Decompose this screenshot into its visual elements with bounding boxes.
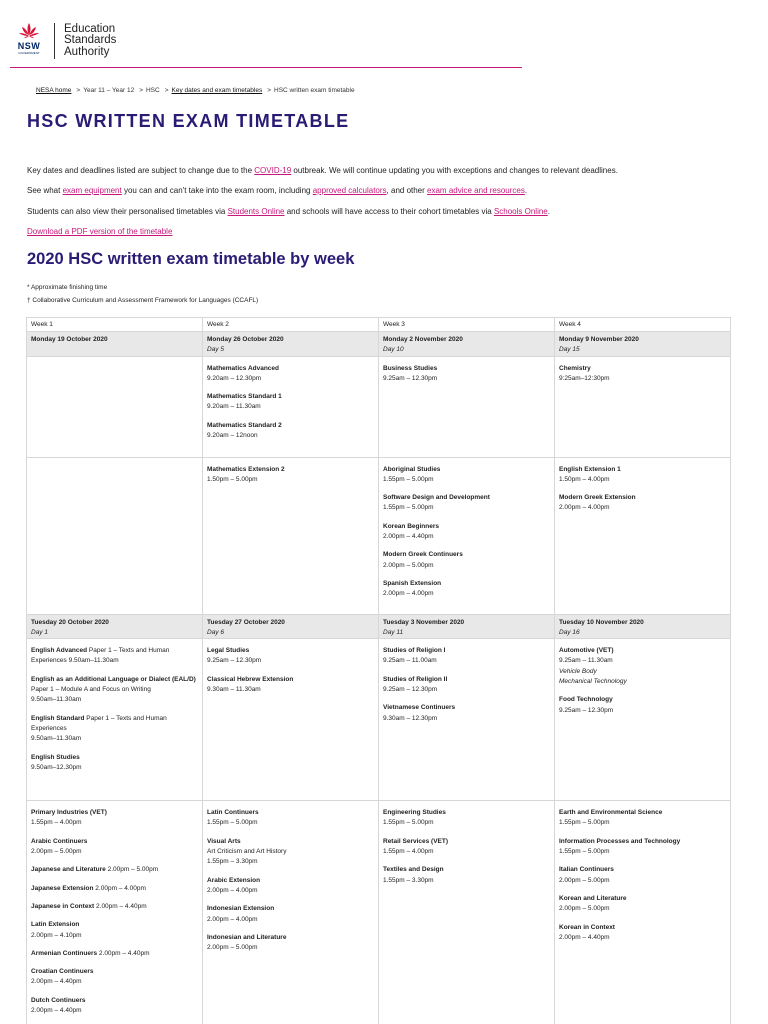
exam-time: 9.25am – 11.30am [559, 657, 613, 665]
exam-time: 9.50am–11.30am [31, 696, 82, 704]
nesa-logo[interactable] [12, 22, 116, 60]
breadcrumb-key-dates[interactable]: Key dates and exam timetables [171, 87, 263, 94]
exam-entry [559, 865, 726, 886]
day-number: Day 10 [383, 346, 404, 354]
exam-entry [207, 675, 374, 696]
exam-subject: Dutch Continuers [31, 996, 86, 1004]
exam-subject: Retail Services (VET) [383, 837, 449, 845]
exam-subject: Mathematics Extension 2 [207, 465, 285, 473]
exam-subject: Food Technology [559, 696, 613, 704]
exam-subject: Automotive (VET) [559, 647, 614, 655]
intro-text: and schools will have access to their cohort timetables via [284, 207, 494, 216]
logo-line-2: Standards [64, 34, 117, 47]
exam-detail: Paper 1 – Module A and Focus on Writing [31, 686, 151, 694]
date-cell [555, 332, 731, 357]
exam-subject: Korean in Context [559, 923, 615, 931]
exam-subject: Modern Greek Extension [559, 494, 636, 502]
session-cell [555, 457, 731, 614]
session-cell [203, 356, 379, 457]
date-row [27, 332, 731, 357]
exam-time: 1.55pm – 3.30pm [207, 858, 258, 866]
week-header: Week 2 [203, 318, 379, 332]
exam-subject: Mathematics Standard 1 [207, 393, 282, 401]
exam-subject: Earth and Environmental Science [559, 809, 663, 817]
day-number: Day 5 [207, 346, 224, 354]
breadcrumb-separator: > [267, 87, 272, 94]
exam-entry [207, 646, 374, 667]
exam-subject: Studies of Religion II [383, 675, 448, 683]
exam-entry [31, 996, 198, 1017]
day-number: Day 15 [559, 346, 580, 354]
exam-time: 9.20am – 11.30am [207, 403, 261, 411]
exam-subject: Legal Studies [207, 647, 250, 655]
exam-detail: Paper 1 – Texts and Human Experiences [31, 714, 167, 732]
logo-line-1: Education [64, 22, 116, 35]
exam-time: 9.25am – 12.30pm [559, 706, 614, 714]
date-label: Tuesday 3 November 2020 [383, 618, 465, 626]
exam-subject: English Studies [31, 753, 80, 761]
exam-time: 1.55pm – 5.00pm [559, 848, 610, 856]
day-number: Day 16 [559, 628, 580, 636]
session-cell [555, 356, 731, 457]
exam-advice-link[interactable]: exam advice and resources [427, 186, 525, 195]
exam-subject: Engineering Studies [383, 809, 446, 817]
exam-entry [383, 550, 550, 571]
session-cell [379, 801, 555, 1024]
session-cell [203, 639, 379, 801]
exam-entry [31, 714, 198, 745]
date-cell [379, 332, 555, 357]
intro-paragraph-online [27, 207, 550, 216]
exam-time: 2.00pm – 4.00pm [207, 915, 258, 923]
exam-entry [31, 949, 198, 959]
exam-time: 1.50pm – 5.00pm [207, 475, 258, 483]
exam-entry [31, 967, 198, 988]
exam-entry [207, 465, 374, 486]
session-cell [555, 801, 731, 1024]
page-title: HSC WRITTEN EXAM TIMETABLE [27, 111, 350, 131]
students-online-link[interactable]: Students Online [227, 207, 285, 216]
exam-equipment-link[interactable]: exam equipment [62, 186, 122, 195]
exam-subject: Textiles and Design [383, 866, 444, 874]
week-header: Week 3 [379, 318, 555, 332]
exam-subject: Arabic Continuers [31, 837, 88, 845]
header-rule [10, 67, 522, 68]
exam-subject: English Extension 1 [559, 465, 621, 473]
intro-text: , and other [386, 186, 428, 195]
exam-entry [207, 421, 374, 442]
date-cell [27, 332, 203, 357]
exam-subject: Korean Beginners [383, 522, 439, 530]
intro-text: . [524, 186, 528, 195]
exam-time: 9.25am – 12.30pm [383, 374, 438, 382]
exam-time: 2.00pm – 4.40pm [559, 933, 610, 941]
exam-time: 1.55pm – 5.00pm [383, 475, 434, 483]
date-label: Monday 2 November 2020 [383, 336, 463, 343]
exam-entry [559, 493, 726, 514]
date-label: Monday 19 October 2020 [31, 336, 108, 343]
exam-detail: 2.00pm – 4.00pm [93, 884, 146, 892]
exam-entry [31, 920, 198, 941]
exam-entry [31, 884, 198, 894]
exam-entry [207, 933, 374, 954]
breadcrumb [36, 87, 355, 94]
ccafl-note: † Collaborative Curriculum and Assessment Framework for Languages (CCAFL) [27, 297, 259, 304]
exam-time: 2.00pm – 4.40pm [383, 533, 434, 541]
exam-time: 9:25am–12:30pm [559, 374, 610, 382]
exam-entry [559, 837, 726, 858]
exam-subject: English Advanced [31, 647, 88, 655]
exam-entry [207, 904, 374, 925]
exam-time: 1.55pm – 5.00pm [559, 819, 610, 827]
exam-subject: Latin Extension [31, 921, 80, 929]
exam-entry [383, 522, 550, 543]
exam-time: 2.00pm – 5.00pm [559, 905, 610, 913]
intro-text: Students can also view their personalised timetables via [27, 207, 228, 216]
exam-time: 1.55pm – 4.00pm [383, 848, 434, 856]
exam-time: 9.25am – 12.30pm [383, 686, 438, 694]
breadcrumb-separator: > [164, 87, 169, 94]
approved-calculators-link[interactable]: approved calculators [312, 186, 387, 195]
session-cell [27, 639, 203, 801]
intro-text: Key dates and deadlines listed are subject to change due to the [27, 166, 255, 175]
logo-wordmark [64, 24, 116, 59]
week-header: Week 1 [27, 318, 203, 332]
date-row [27, 614, 731, 639]
session-cell [203, 801, 379, 1024]
exam-entry [31, 646, 198, 667]
exam-entry [383, 837, 550, 858]
exam-subject: Indonesian Extension [207, 905, 275, 913]
intro-paragraph-covid [27, 166, 618, 175]
exam-subject: Mathematics Advanced [207, 364, 280, 372]
download-pdf-link[interactable]: Download a PDF version of the timetable [27, 227, 173, 236]
day-number: Day 1 [31, 628, 48, 636]
exam-time: 1.55pm – 5.00pm [207, 819, 258, 827]
exam-entry [207, 808, 374, 829]
exam-subject: Japanese in Context [31, 902, 95, 910]
exam-entry [383, 865, 550, 886]
breadcrumb-hsc[interactable]: HSC [145, 87, 160, 94]
finishing-time-note: * Approximate finishing time [27, 284, 108, 291]
exam-entry [559, 646, 726, 687]
exam-entry [207, 837, 374, 868]
exam-entry [31, 865, 198, 875]
exam-entry [559, 695, 726, 716]
exam-entry [383, 364, 550, 385]
exam-time: 9.30am – 12.30pm [383, 714, 438, 722]
exam-detail: 2.00pm – 5.00pm [105, 866, 159, 874]
exam-subject: Japanese and Literature [31, 866, 106, 874]
breadcrumb-nesa-home[interactable]: NESA home [36, 87, 72, 94]
session-cell [555, 639, 731, 801]
date-cell [555, 614, 731, 639]
exam-entry [559, 364, 726, 385]
exam-entry [31, 808, 198, 829]
exam-entry [31, 675, 198, 706]
session-cell [379, 457, 555, 614]
exam-subject: Vietnamese Continuers [383, 704, 456, 712]
session-cell [27, 356, 203, 457]
exam-time: 9.25am – 12.30pm [207, 657, 262, 665]
exam-subject: Spanish Extension [383, 579, 442, 587]
date-label: Tuesday 27 October 2020 [207, 618, 285, 626]
day-number: Day 11 [383, 628, 404, 636]
exam-subject: Chemistry [559, 364, 591, 372]
exam-time: 2.00pm – 4.00pm [383, 590, 434, 598]
exam-entry [559, 894, 726, 915]
session-row-tuesday-am [27, 639, 731, 801]
exam-entry [31, 902, 198, 912]
exam-subject: Arabic Extension [207, 876, 261, 884]
exam-detail: 2.00pm – 4.40pm [94, 902, 147, 910]
exam-entry [383, 493, 550, 514]
breadcrumb-separator: > [139, 87, 143, 94]
exam-time: 9.25am – 11.00am [383, 657, 437, 665]
session-cell [27, 801, 203, 1024]
exam-time: 1.50pm – 4.00pm [559, 475, 610, 483]
date-cell [27, 614, 203, 639]
exam-entry [559, 923, 726, 944]
exam-time: 9.20am – 12noon [207, 432, 258, 440]
exam-subject: Classical Hebrew Extension [207, 675, 294, 683]
section-title: 2020 HSC written exam timetable by week [27, 250, 355, 268]
session-cell [379, 356, 555, 457]
exam-time: 2.00pm – 5.00pm [207, 944, 258, 952]
session-row-monday-pm [27, 457, 731, 614]
exam-subject: Software Design and Development [383, 494, 490, 502]
exam-entry [383, 675, 550, 696]
exam-time: 1.55pm – 3.30pm [383, 876, 434, 884]
exam-entry [383, 465, 550, 486]
exam-time: 1.55pm – 5.00pm [383, 819, 434, 827]
exam-subject: Korean and Literature [559, 894, 627, 902]
week-header: Week 4 [555, 318, 731, 332]
logo-government-text: GOVERNMENT [18, 51, 40, 55]
exam-time: 9.30am – 11.30am [207, 686, 261, 694]
logo-line-3: Authority [64, 45, 110, 58]
exam-subject: Information Processes and Technology [559, 837, 681, 845]
exam-time: 9.20am – 12.30pm [207, 374, 262, 382]
session-row-tuesday-pm [27, 801, 731, 1024]
intro-text: . [547, 207, 550, 216]
exam-subject: Armenian Continuers [31, 949, 98, 957]
exam-subject: English Standard [31, 714, 85, 722]
exam-subtopic: Vehicle Body [559, 667, 597, 675]
nsw-waratah-icon [12, 22, 46, 60]
exam-subject: English as an Additional Language or Dialect (EAL/D) [31, 675, 196, 683]
week-header-row [27, 318, 731, 332]
intro-text: outbreak. We will continue updating you with exceptions and changes to relevant deadlines. [291, 166, 618, 175]
date-label: Tuesday 20 October 2020 [31, 618, 109, 626]
exam-subject: Studies of Religion I [383, 647, 446, 655]
schools-online-link[interactable]: Schools Online [493, 207, 548, 216]
exam-time: 2.00pm – 4.00pm [559, 504, 610, 512]
exam-time: 2.00pm – 4.40pm [31, 978, 82, 986]
exam-detail: Paper 1 – Texts and Human Experiences 9.50am–11.30am [31, 647, 170, 665]
exam-time: 1.55pm – 5.00pm [383, 504, 434, 512]
day-number: Day 6 [207, 628, 224, 636]
date-cell [203, 332, 379, 357]
exam-subtopic: Mechanical Technology [559, 678, 627, 686]
exam-subject: Croatian Continuers [31, 968, 94, 976]
covid-link[interactable]: COVID-19 [254, 166, 292, 175]
exam-entry [383, 808, 550, 829]
date-label: Monday 26 October 2020 [207, 336, 284, 343]
exam-entry [207, 392, 374, 413]
exam-time: 2.00pm – 5.00pm [31, 848, 82, 856]
intro-text: See what [27, 186, 63, 195]
exam-time: 2.00pm – 5.00pm [383, 561, 434, 569]
exam-entry [207, 876, 374, 897]
breadcrumb-current: HSC written exam timetable [274, 87, 355, 94]
exam-time: 2.00pm – 5.00pm [559, 876, 610, 884]
exam-subject: Latin Continuers [207, 809, 259, 817]
exam-subject: Aboriginal Studies [383, 465, 441, 473]
exam-time: 9.50am–11.30am [31, 735, 82, 743]
session-cell [203, 457, 379, 614]
session-cell [27, 457, 203, 614]
exam-subject: Visual Arts [207, 837, 241, 845]
session-cell [379, 639, 555, 801]
exam-subject: Modern Greek Continuers [383, 551, 463, 559]
exam-subject: Mathematics Standard 2 [207, 421, 282, 429]
exam-subject: Primary Industries (VET) [31, 809, 107, 817]
exam-time: 2.00pm – 4.00pm [207, 886, 258, 894]
intro-paragraph-equipment [27, 186, 527, 195]
breadcrumb-separator: > [76, 87, 81, 94]
exam-entry [383, 703, 550, 724]
logo-divider [54, 23, 55, 59]
exam-entry [207, 364, 374, 385]
exam-time: 9.50am–12.30pm [31, 763, 82, 771]
date-label: Tuesday 10 November 2020 [559, 618, 644, 626]
intro-text: you can and can't take into the exam room, including [121, 186, 313, 195]
exam-detail: 2.00pm – 4.40pm [97, 949, 150, 957]
date-cell [203, 614, 379, 639]
exam-time: Art Criticism and Art History [207, 848, 287, 856]
date-label: Monday 9 November 2020 [559, 336, 639, 343]
exam-time: 2.00pm – 4.10pm [31, 931, 82, 939]
exam-entry [31, 753, 198, 774]
exam-entry [31, 837, 198, 858]
exam-timetable [26, 317, 731, 1024]
exam-time: 2.00pm – 4.40pm [31, 1007, 82, 1015]
exam-entry [383, 646, 550, 667]
exam-subject: Japanese Extension [31, 884, 94, 892]
exam-subject: Indonesian and Literature [207, 933, 287, 941]
exam-entry [559, 465, 726, 486]
exam-subject: Italian Continuers [559, 866, 614, 874]
exam-entry [383, 579, 550, 600]
date-cell [379, 614, 555, 639]
exam-entry [559, 808, 726, 829]
logo-nsw-text: NSW [17, 41, 41, 51]
breadcrumb-year11-12[interactable]: Year 11 – Year 12 [83, 87, 135, 94]
exam-subject: Business Studies [383, 364, 438, 372]
exam-time: 1.55pm – 4.00pm [31, 819, 82, 827]
session-row-monday-am [27, 356, 731, 457]
